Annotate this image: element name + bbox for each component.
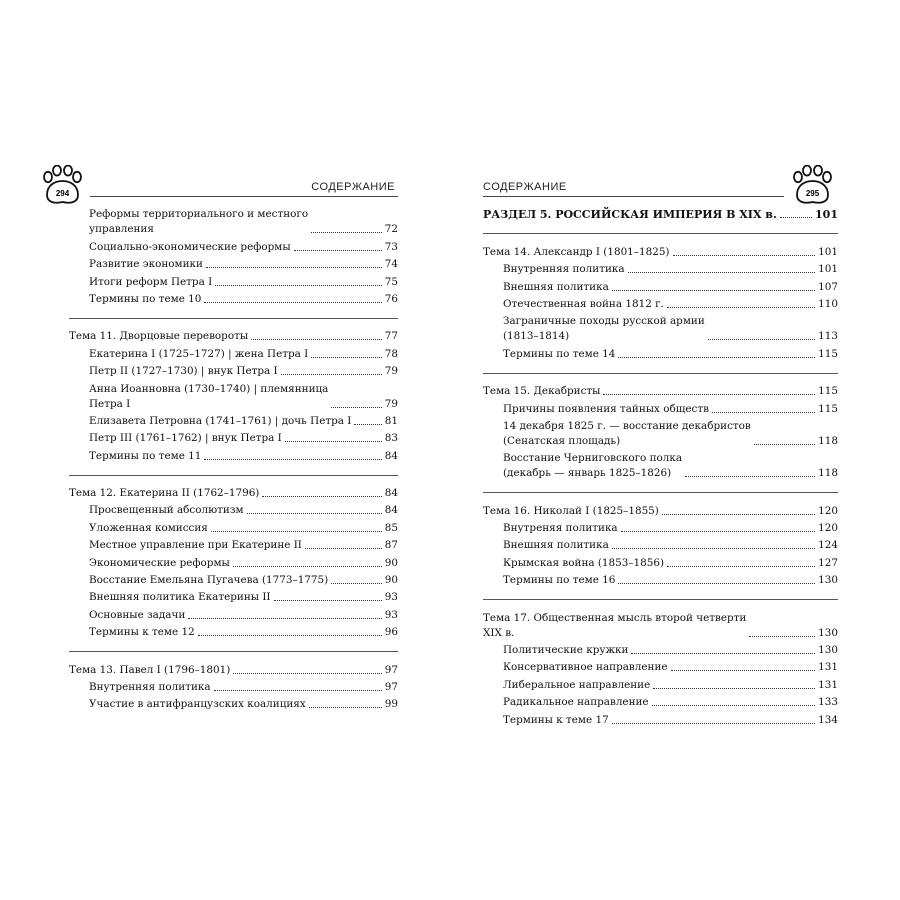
- toc-entry[interactable]: [69, 521, 398, 536]
- paw-icon: [38, 165, 88, 207]
- entry-page-number: 131: [818, 678, 838, 691]
- entry-title: Основные задачи: [89, 608, 186, 621]
- dot-leader: [331, 583, 382, 584]
- spacer: [483, 374, 838, 382]
- toc-entry[interactable]: [483, 419, 838, 449]
- dot-leader: [621, 531, 816, 532]
- dot-leader: [233, 673, 382, 674]
- toc-entry[interactable]: [483, 556, 838, 571]
- toc-entry[interactable]: [483, 521, 838, 536]
- entry-page-number: 93: [384, 591, 398, 604]
- spacer: [69, 319, 398, 327]
- header-rule: [483, 196, 784, 197]
- entry-title: Политические кружки: [503, 644, 629, 657]
- entry-page-number: 115: [818, 385, 838, 398]
- toc-topic[interactable]: [483, 245, 838, 260]
- dot-leader: [354, 424, 381, 425]
- entry-page-number: 115: [818, 402, 838, 415]
- entry-page-number: 72: [384, 223, 398, 236]
- entry-title: РАЗДЕЛ 5. РОССИЙСКАЯ ИМПЕРИЯ В XIX в.: [483, 208, 777, 222]
- toc-entry[interactable]: [483, 280, 838, 295]
- toc-entry[interactable]: [69, 680, 398, 695]
- dot-leader: [215, 285, 382, 286]
- dot-leader: [780, 217, 812, 218]
- entry-title: Восстание Черниговского полка (декабрь — январь 1825–1826): [503, 452, 683, 480]
- toc-topic[interactable]: [483, 611, 838, 641]
- entry-page-number: 127: [818, 556, 838, 569]
- entry-title: Петр III (1761–1762) | внук Петра I: [89, 432, 282, 445]
- dot-leader: [211, 531, 382, 532]
- toc-topic[interactable]: [69, 486, 398, 501]
- toc-entry[interactable]: [69, 431, 398, 446]
- entry-page-number: 79: [384, 397, 398, 410]
- entry-title: Причины появления тайных обществ: [503, 402, 709, 415]
- dot-leader: [612, 290, 815, 291]
- entry-page-number: 134: [818, 713, 838, 726]
- dot-leader: [667, 307, 815, 308]
- toc-entry[interactable]: [483, 695, 838, 710]
- entry-title: Заграничные походы русской армии (1813–1814): [503, 315, 705, 343]
- entry-page-number: 93: [384, 608, 398, 621]
- entry-page-number: 120: [818, 522, 838, 535]
- entry-page-number: 97: [384, 680, 398, 693]
- entry-page-number: 118: [818, 467, 838, 480]
- entry-title: Радикальное направление: [503, 696, 649, 709]
- spacer: [483, 493, 838, 501]
- entry-title: Реформы территориального и местного управления: [89, 208, 309, 236]
- toc-entry[interactable]: [69, 257, 398, 272]
- dot-leader: [198, 635, 382, 636]
- entry-page-number: 110: [818, 297, 838, 310]
- entry-page-number: 83: [384, 432, 398, 445]
- entry-page-number: 115: [818, 347, 838, 360]
- entry-page-number: 76: [384, 292, 398, 305]
- entry-title: Петр II (1727–1730) | внук Петра I: [89, 365, 278, 378]
- toc-entry[interactable]: [69, 697, 398, 712]
- entry-page-number: 120: [818, 504, 838, 517]
- spacer: [483, 234, 838, 242]
- dot-leader: [603, 394, 815, 395]
- dot-leader: [188, 618, 382, 619]
- toc-entry[interactable]: [69, 503, 398, 518]
- dot-leader: [311, 232, 382, 233]
- toc-entry[interactable]: [483, 713, 838, 728]
- entry-title: Термины к теме 12: [89, 626, 195, 639]
- dot-leader: [204, 459, 381, 460]
- dot-leader: [618, 357, 815, 358]
- entry-title: Внешняя политика: [503, 539, 609, 552]
- entry-title: Тема 13. Павел I (1796–1801): [69, 663, 231, 676]
- page-number: 295: [805, 189, 820, 198]
- entry-title: Уложенная комиссия: [89, 521, 208, 534]
- entry-title: Тема 12. Екатерина II (1762–1796): [69, 487, 260, 500]
- dot-leader: [685, 476, 815, 477]
- entry-page-number: 96: [384, 626, 398, 639]
- entry-title: Анна Иоанновна (1730–1740) | племянница Петра I: [89, 382, 329, 410]
- dot-leader: [612, 548, 815, 549]
- dot-leader: [612, 723, 815, 724]
- entry-title: Термины по теме 10: [89, 292, 202, 305]
- header-rule: [90, 196, 398, 197]
- toc-topic[interactable]: [69, 329, 398, 344]
- toc-list: [478, 207, 838, 727]
- entry-title: Внутреняя политика: [503, 522, 618, 535]
- toc-entry[interactable]: [69, 538, 398, 553]
- toc-entry[interactable]: [69, 608, 398, 623]
- page-header: [38, 165, 398, 205]
- entry-title: Просвещенный абсолютизм: [89, 504, 244, 517]
- toc-list: [38, 207, 398, 712]
- entry-page-number: 90: [384, 556, 398, 569]
- entry-page-number: 84: [384, 487, 398, 500]
- toc-entry[interactable]: [483, 660, 838, 675]
- dot-leader: [309, 707, 382, 708]
- toc-entry[interactable]: [69, 449, 398, 464]
- entry-page-number: 107: [818, 280, 838, 293]
- dot-leader: [653, 688, 815, 689]
- entry-page-number: 130: [818, 626, 838, 639]
- entry-title: Термины по теме 14: [503, 347, 616, 360]
- entry-title: Внешняя политика Екатерины II: [89, 591, 271, 604]
- toc-entry[interactable]: [69, 590, 398, 605]
- dot-leader: [281, 374, 382, 375]
- entry-page-number: 124: [818, 539, 838, 552]
- dot-leader: [749, 636, 815, 637]
- toc-entry[interactable]: [483, 347, 838, 362]
- dot-leader: [247, 513, 382, 514]
- toc-entry[interactable]: [69, 573, 398, 588]
- entry-page-number: 79: [384, 365, 398, 378]
- entry-title: Елизавета Петровна (1741–1761) | дочь Петра I: [89, 414, 352, 427]
- entry-page-number: 99: [384, 698, 398, 711]
- entry-title: Консервативное направление: [503, 661, 668, 674]
- toc-entry[interactable]: [483, 573, 838, 588]
- toc-entry[interactable]: [69, 414, 398, 429]
- paw-icon: [788, 165, 838, 207]
- toc-entry[interactable]: [69, 625, 398, 640]
- entry-title: Тема 14. Александр I (1801–1825): [483, 245, 670, 258]
- dot-leader: [618, 583, 815, 584]
- toc-topic[interactable]: [69, 663, 398, 678]
- dot-leader: [652, 705, 816, 706]
- paw-page-number-badge: [38, 165, 88, 207]
- dot-leader: [262, 496, 381, 497]
- entry-title: Внешняя политика: [503, 280, 609, 293]
- entry-title: Итоги реформ Петра I: [89, 275, 213, 288]
- entry-page-number: 131: [818, 661, 838, 674]
- entry-title: Термины по теме 16: [503, 574, 616, 587]
- entry-title: Тема 11. Дворцовые перевороты: [69, 330, 249, 343]
- entry-title: Термины по теме 11: [89, 449, 202, 462]
- dot-leader: [662, 514, 815, 515]
- entry-title: Отечественная война 1812 г.: [503, 297, 664, 310]
- dot-leader: [671, 670, 816, 671]
- entry-title: Участие в антифранцузских коалициях: [89, 698, 306, 711]
- running-header: СОДЕРЖАНИЕ: [311, 181, 395, 193]
- entry-page-number: 113: [818, 330, 838, 343]
- toc-entry[interactable]: [483, 643, 838, 658]
- entry-page-number: 101: [818, 263, 838, 276]
- entry-title: Тема 16. Николай I (1825–1855): [483, 504, 659, 517]
- dot-leader: [754, 444, 815, 445]
- toc-entry[interactable]: [483, 402, 838, 417]
- right-page: [478, 165, 838, 730]
- toc-entry[interactable]: [69, 240, 398, 255]
- dot-leader: [251, 339, 382, 340]
- toc-section[interactable]: [483, 207, 838, 222]
- entry-page-number: 130: [818, 644, 838, 657]
- paw-page-number-badge: [788, 165, 838, 207]
- entry-title: Восстание Емельяна Пугачева (1773–1775): [89, 574, 329, 587]
- spacer: [69, 476, 398, 484]
- dot-leader: [214, 690, 382, 691]
- toc-entry[interactable]: [483, 314, 838, 344]
- dot-leader: [667, 566, 815, 567]
- entry-title: Крымская война (1853–1856): [503, 556, 665, 569]
- running-header: СОДЕРЖАНИЕ: [483, 181, 567, 193]
- dot-leader: [631, 653, 815, 654]
- entry-page-number: 73: [384, 240, 398, 253]
- entry-title: Развитие экономики: [89, 258, 203, 271]
- entry-title: Внутренняя политика: [89, 680, 211, 693]
- spacer: [483, 600, 838, 608]
- entry-title: 14 декабря 1825 г. — восстание декабристов (Сенатская площадь): [503, 419, 751, 447]
- toc-entry[interactable]: [69, 347, 398, 362]
- dot-leader: [274, 600, 382, 601]
- spacer: [69, 652, 398, 660]
- toc-topic[interactable]: [483, 384, 838, 399]
- entry-title: Экономические реформы: [89, 556, 230, 569]
- toc-topic[interactable]: [483, 504, 838, 519]
- entry-page-number: 101: [815, 208, 838, 222]
- toc-entry[interactable]: [483, 297, 838, 312]
- toc-entry[interactable]: [69, 382, 398, 412]
- entry-title: Термины к теме 17: [503, 713, 609, 726]
- entry-title: Тема 15. Декабристы: [483, 385, 601, 398]
- dot-leader: [712, 412, 815, 413]
- entry-page-number: 97: [384, 663, 398, 676]
- entry-page-number: 133: [818, 696, 838, 709]
- entry-title: Либеральное направление: [503, 678, 651, 691]
- toc-entry[interactable]: [483, 678, 838, 693]
- entry-page-number: 78: [384, 347, 398, 360]
- dot-leader: [204, 302, 381, 303]
- entry-title: Социально-экономические реформы: [89, 240, 291, 253]
- entry-page-number: 84: [384, 449, 398, 462]
- toc-entry[interactable]: [69, 556, 398, 571]
- toc-entry[interactable]: [69, 364, 398, 379]
- entry-page-number: 101: [818, 245, 838, 258]
- entry-page-number: 130: [818, 574, 838, 587]
- entry-page-number: 118: [818, 434, 838, 447]
- toc-entry[interactable]: [483, 538, 838, 553]
- toc-entry[interactable]: [69, 207, 398, 237]
- dot-leader: [331, 407, 381, 408]
- left-page: [38, 165, 398, 715]
- dot-leader: [305, 548, 382, 549]
- dot-leader: [311, 357, 382, 358]
- toc-entry[interactable]: [483, 451, 838, 481]
- dot-leader: [294, 250, 382, 251]
- entry-page-number: 81: [384, 414, 398, 427]
- dot-leader: [628, 272, 816, 273]
- dot-leader: [708, 339, 815, 340]
- entry-page-number: 87: [384, 539, 398, 552]
- dot-leader: [233, 566, 382, 567]
- page-header: [478, 165, 838, 205]
- entry-title: Тема 17. Общественная мысль второй четверти XIX в.: [483, 611, 747, 639]
- page-number: 294: [55, 189, 70, 198]
- toc-entry[interactable]: [69, 275, 398, 290]
- entry-page-number: 74: [384, 258, 398, 271]
- entry-title: Екатерина I (1725–1727) | жена Петра I: [89, 347, 309, 360]
- entry-page-number: 90: [384, 574, 398, 587]
- entry-title: Местное управление при Екатерине II: [89, 539, 302, 552]
- toc-entry[interactable]: [69, 292, 398, 307]
- entry-page-number: 84: [384, 504, 398, 517]
- dot-leader: [285, 441, 382, 442]
- entry-page-number: 85: [384, 521, 398, 534]
- entry-page-number: 75: [384, 275, 398, 288]
- entry-page-number: 77: [384, 330, 398, 343]
- dot-leader: [673, 255, 816, 256]
- dot-leader: [206, 267, 382, 268]
- entry-title: Внутренняя политика: [503, 263, 625, 276]
- toc-entry[interactable]: [483, 262, 838, 277]
